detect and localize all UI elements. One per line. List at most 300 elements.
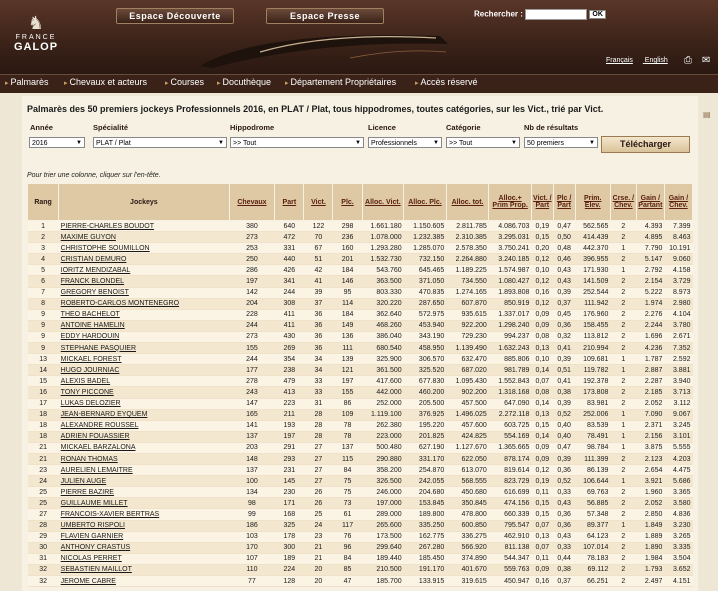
table-cell: 36: [304, 331, 333, 342]
table-body: [28, 221, 693, 587]
table-row: [28, 354, 693, 365]
table-row: [28, 376, 693, 387]
search-ok-button[interactable]: OK: [589, 10, 606, 19]
table-cell: 2.497: [636, 576, 664, 587]
table-cell: 299.640: [362, 542, 404, 553]
table-cell: 162.775: [404, 531, 447, 542]
jockey-name-link[interactable]: ALEXIS BADEL: [59, 376, 229, 387]
table-cell: 238: [275, 365, 304, 376]
table-cell: 146: [333, 276, 362, 287]
col-header-plc[interactable]: Plc.: [333, 184, 362, 221]
table-cell: 0,14: [531, 431, 553, 442]
table-cell: 0,10: [531, 354, 553, 365]
table-cell: 306.570: [404, 354, 447, 365]
table-row: [28, 442, 693, 453]
table-cell: 61: [333, 509, 362, 520]
table-cell: 2: [610, 254, 636, 265]
table-cell: 424.825: [446, 431, 489, 442]
table-cell: 462.910: [489, 531, 532, 542]
table-cell: 110: [229, 564, 275, 575]
table-cell: 803.330: [362, 287, 404, 298]
table-cell: 734.550: [446, 276, 489, 287]
mail-icon[interactable]: ✉: [702, 55, 711, 66]
table-cell: 1.552.843: [489, 376, 532, 387]
table-row: [28, 343, 693, 354]
table-cell: 197: [275, 431, 304, 442]
palmares-table: [27, 183, 693, 587]
table-cell: 0,38: [553, 387, 575, 398]
table-cell: 33: [304, 376, 333, 387]
jockey-name-link[interactable]: GREGORY BENOIST: [59, 287, 229, 298]
table-cell: 2: [610, 509, 636, 520]
table-cell: 2: [610, 387, 636, 398]
table-cell: 100: [229, 476, 275, 487]
table-cell: 0,33: [553, 542, 575, 553]
table-cell: 41: [304, 276, 333, 287]
table-cell: 386.040: [362, 331, 404, 342]
jockey-name-link[interactable]: ADRIEN FOUASSIER: [59, 431, 229, 442]
col-header-plc-part[interactable]: Plc / Part: [553, 184, 575, 221]
table-cell: 21: [28, 453, 59, 464]
jockey-name-link[interactable]: JULIEN AUGE: [59, 476, 229, 487]
table-cell: 273: [229, 232, 275, 243]
table-cell: 1.095.430: [446, 376, 489, 387]
table-cell: 3.265: [664, 531, 692, 542]
table-cell: 616.699: [489, 487, 532, 498]
dropdown-arrow-icon: ▼: [218, 140, 224, 146]
table-cell: 109: [333, 409, 362, 420]
table-cell: 645.465: [404, 265, 447, 276]
table-cell: 5.555: [664, 442, 692, 453]
table-cell: 25: [28, 487, 59, 498]
jockey-name-link[interactable]: PIERRE BAZIRE: [59, 487, 229, 498]
table-cell: 31: [28, 553, 59, 564]
col-header-chevaux[interactable]: Chevaux: [229, 184, 275, 221]
table-cell: 2: [610, 398, 636, 409]
table-cell: 729.230: [446, 331, 489, 342]
table-cell: 111.399: [575, 453, 610, 464]
table-cell: 358.200: [362, 465, 404, 476]
table-cell: 1: [610, 520, 636, 531]
table-cell: 2.276: [636, 309, 664, 320]
table-cell: 0,36: [553, 509, 575, 520]
jockey-name-link[interactable]: RONAN THOMAS: [59, 453, 229, 464]
table-cell: 2.671: [664, 331, 692, 342]
table-cell: 374.890: [446, 553, 489, 564]
table-cell: 0,16: [531, 287, 553, 298]
table-cell: 3.504: [664, 553, 692, 564]
menu-item-chevaux[interactable]: ▸ Chevaux et acteurs: [64, 77, 148, 87]
jockey-name-link[interactable]: ANTHONY CRASTUS: [59, 542, 229, 553]
jockey-name-link[interactable]: MICKAEL FOREST: [59, 354, 229, 365]
table-cell: 2.264.880: [446, 254, 489, 265]
table-cell: 192.378: [575, 376, 610, 387]
jockey-name-link[interactable]: IORITZ MENDIZABAL: [59, 265, 229, 276]
col-header-vict[interactable]: Vict.: [304, 184, 333, 221]
jockey-name-link[interactable]: TONY PICCONE: [59, 387, 229, 398]
table-row: [28, 298, 693, 309]
table-cell: 458.950: [404, 343, 447, 354]
table-cell: 0,36: [553, 520, 575, 531]
jockey-name-link[interactable]: CHRISTOPHE SOUMILLON: [59, 243, 229, 254]
table-row: [28, 243, 693, 254]
table-cell: 1.787: [636, 354, 664, 365]
jockey-name-link[interactable]: ALEXANDRE ROUSSEL: [59, 420, 229, 431]
table-cell: 376.925: [404, 409, 447, 420]
table-cell: 3.729: [664, 276, 692, 287]
table-cell: 543.760: [362, 265, 404, 276]
table-cell: 430: [275, 331, 304, 342]
table-cell: 3.240.185: [489, 254, 532, 265]
table-cell: 0,16: [531, 576, 553, 587]
table-cell: 137: [333, 442, 362, 453]
table-cell: 27: [304, 465, 333, 476]
menu-item-palmares[interactable]: ▸ Palmarès: [5, 77, 49, 87]
table-cell: 228: [229, 309, 275, 320]
jockey-name-link[interactable]: PIERRE-CHARLES BOUDOT: [59, 221, 229, 232]
dropdown-arrow-icon: ▼: [76, 140, 82, 146]
table-cell: 37: [304, 298, 333, 309]
table-cell: 2: [610, 487, 636, 498]
jockey-name-link[interactable]: MICKAEL BARZALONA: [59, 442, 229, 453]
table-cell: 24: [28, 476, 59, 487]
site-header: [0, 0, 718, 74]
table-cell: 191.170: [404, 564, 447, 575]
table-cell: 78: [333, 431, 362, 442]
table-cell: 269: [275, 343, 304, 354]
table-cell: 0,13: [531, 531, 553, 542]
table-cell: 0,46: [553, 254, 575, 265]
table-cell: 1: [610, 265, 636, 276]
table-cell: 243: [229, 387, 275, 398]
table-cell: 457.600: [446, 420, 489, 431]
table-cell: 460.200: [404, 387, 447, 398]
table-cell: 2: [610, 232, 636, 243]
table-cell: 823.729: [489, 476, 532, 487]
table-cell: 254.870: [404, 465, 447, 476]
search-label: Rechercher :: [474, 9, 523, 19]
categorie-select[interactable]: >> Tout ▼: [446, 137, 520, 148]
table-cell: 27: [304, 442, 333, 453]
table-cell: 0,38: [553, 564, 575, 575]
table-cell: 25: [28, 498, 59, 509]
table-cell: 4.475: [664, 465, 692, 476]
table-cell: 2.850: [636, 509, 664, 520]
table-cell: 98.784: [575, 442, 610, 453]
france-galop-logo[interactable]: ♞ FRANCE GALOP: [13, 13, 59, 53]
menu-item-proprietaires[interactable]: ▸ Département Propriétaires: [285, 77, 397, 87]
table-cell: 7: [28, 287, 59, 298]
table-cell: 4.203: [664, 453, 692, 464]
lang-fr-link[interactable]: Français: [606, 57, 633, 64]
jockey-name-link[interactable]: THEO BACHELOT: [59, 309, 229, 320]
table-cell: 0,40: [553, 431, 575, 442]
table-cell: 2: [610, 287, 636, 298]
table-cell: 27: [28, 509, 59, 520]
annee-label: Année: [30, 123, 53, 132]
table-cell: 29: [28, 531, 59, 542]
table-cell: 0,45: [553, 309, 575, 320]
download-button[interactable]: Télécharger: [601, 136, 690, 153]
table-cell: 2.654: [636, 465, 664, 476]
table-cell: 9: [28, 343, 59, 354]
table-cell: 0,32: [553, 331, 575, 342]
table-cell: 401.670: [446, 564, 489, 575]
table-cell: 1.574.987: [489, 265, 532, 276]
palmares-content: [22, 96, 698, 591]
table-cell: 1: [610, 365, 636, 376]
table-cell: 2.980: [664, 298, 692, 309]
table-cell: 119.782: [575, 365, 610, 376]
table-cell: 1.532.730: [362, 254, 404, 265]
table-cell: 189: [275, 553, 304, 564]
menu-item-courses[interactable]: ▸ Courses: [165, 77, 205, 87]
jockey-name-link[interactable]: AURELIEN LEMAITRE: [59, 465, 229, 476]
table-cell: 413: [275, 387, 304, 398]
table-cell: 244: [275, 287, 304, 298]
table-cell: 176.960: [575, 309, 610, 320]
table-cell: 1.793: [636, 564, 664, 575]
col-header-vict-part[interactable]: Vict. / Part: [531, 184, 553, 221]
table-cell: 278: [229, 376, 275, 387]
table-cell: 4.393: [636, 221, 664, 232]
table-cell: 0,47: [553, 442, 575, 453]
table-cell: 478.800: [446, 509, 489, 520]
table-cell: 2: [610, 320, 636, 331]
table-cell: 994.237: [489, 331, 532, 342]
table-cell: 981.789: [489, 365, 532, 376]
table-cell: 2.887: [636, 365, 664, 376]
hippodrome-select[interactable]: >> Tout ▼: [230, 137, 364, 148]
col-header-crse-chev[interactable]: Crse. / Chev.: [610, 184, 636, 221]
table-cell: 572.975: [404, 309, 447, 320]
table-cell: 197: [229, 276, 275, 287]
table-cell: 173.500: [362, 531, 404, 542]
table-cell: 122: [304, 221, 333, 232]
language-links: [606, 57, 678, 64]
table-cell: 1.285.070: [404, 243, 447, 254]
espace-presse-button[interactable]: Espace Presse: [266, 8, 384, 24]
page-title: Palmarès des 50 premiers jockeys Professionnels 2016, en PLAT / Plat, tous hippodromes, toutes catégories, sur les Vict., trié par Vict.: [27, 104, 604, 114]
table-cell: 137: [229, 431, 275, 442]
table-cell: 885.806: [489, 354, 532, 365]
table-cell: 5.686: [664, 476, 692, 487]
table-cell: 211: [275, 409, 304, 420]
table-cell: 2.371: [636, 420, 664, 431]
table-cell: 811.138: [489, 542, 532, 553]
table-cell: 343.190: [404, 331, 447, 342]
table-cell: 193: [275, 420, 304, 431]
jockey-name-link[interactable]: FRANCOIS-XAVIER BERTRAS: [59, 509, 229, 520]
table-cell: 468.260: [362, 320, 404, 331]
table-cell: 178: [275, 531, 304, 542]
specialite-select[interactable]: PLAT / Plat ▼: [93, 137, 227, 148]
jockey-name-link[interactable]: EDDY HARDOUIN: [59, 331, 229, 342]
table-cell: 0,13: [531, 343, 553, 354]
table-cell: 2: [610, 276, 636, 287]
table-header-row: [28, 184, 693, 221]
col-header-alloc-vict[interactable]: Alloc. Vict.: [362, 184, 404, 221]
table-cell: 1.232.385: [404, 232, 447, 243]
table-cell: 18: [28, 420, 59, 431]
jockey-name-link[interactable]: MAXIME GUYON: [59, 232, 229, 243]
riding-crop-decoration: [200, 22, 450, 68]
menu-item-docutheque[interactable]: ▸ Docuthèque: [217, 77, 272, 87]
table-cell: 13: [28, 354, 59, 365]
table-cell: 2.310.385: [446, 232, 489, 243]
col-header-jockeys: Jockeys: [59, 184, 229, 221]
jockey-name-link[interactable]: CRISTIAN DEMURO: [59, 254, 229, 265]
table-cell: 0,09: [531, 564, 553, 575]
horse-logo-icon: ♞: [27, 13, 45, 33]
jockey-name-link[interactable]: JEAN-BERNARD EYQUEM: [59, 409, 229, 420]
jockey-name-link[interactable]: STEPHANE PASQUIER: [59, 343, 229, 354]
table-cell: 34: [304, 365, 333, 376]
table-cell: 0,09: [531, 442, 553, 453]
print-icon[interactable]: ⎙: [684, 55, 692, 66]
hippodrome-label: Hippodrome: [230, 123, 275, 132]
table-cell: 0,33: [553, 487, 575, 498]
table-cell: 201.825: [404, 431, 447, 442]
table-cell: 16: [28, 387, 59, 398]
table-cell: 252.000: [362, 398, 404, 409]
table-cell: 98: [229, 498, 275, 509]
table-cell: 14: [28, 365, 59, 376]
jockey-name-link[interactable]: LUKAS DELOZIER: [59, 398, 229, 409]
table-cell: 4.158: [664, 265, 692, 276]
jockey-name-link[interactable]: UMBERTO RISPOLI: [59, 520, 229, 531]
table-row: [28, 276, 693, 287]
licence-select[interactable]: Professionnels ▼: [368, 137, 442, 148]
table-cell: 1.849: [636, 520, 664, 531]
table-cell: 25: [304, 509, 333, 520]
menu-item-acces-reserve[interactable]: ▸ Accès réservé: [415, 77, 478, 87]
table-cell: 0,48: [553, 243, 575, 254]
table-cell: 75: [333, 476, 362, 487]
table-cell: 113.812: [575, 331, 610, 342]
table-row: [28, 465, 693, 476]
jockey-name-link[interactable]: SEBASTIEN MAILLOT: [59, 564, 229, 575]
jockey-name-link[interactable]: FLAVIEN GARNIER: [59, 531, 229, 542]
nb-resultats-select[interactable]: 50 premiers ▼: [524, 137, 598, 148]
table-cell: 231: [275, 465, 304, 476]
table-cell: 335.250: [404, 520, 447, 531]
scroll-up-icon[interactable]: ▤: [703, 110, 711, 119]
table-cell: 223.000: [362, 431, 404, 442]
table-cell: 0,11: [531, 553, 553, 564]
table-cell: 155: [333, 387, 362, 398]
table-cell: 3.875: [636, 442, 664, 453]
table-cell: 0,37: [553, 576, 575, 587]
jockey-name-link[interactable]: FRANCK BLONDEL: [59, 276, 229, 287]
table-cell: 4.151: [664, 576, 692, 587]
table-cell: 350.845: [446, 498, 489, 509]
table-cell: 31: [304, 398, 333, 409]
table-cell: 325.520: [404, 365, 447, 376]
table-cell: 5.147: [636, 254, 664, 265]
table-cell: 1.365.665: [489, 442, 532, 453]
jockey-name-link[interactable]: ROBERTO-CARLOS MONTENEGRO: [59, 298, 229, 309]
table-cell: 1: [610, 243, 636, 254]
table-cell: 2: [610, 542, 636, 553]
table-cell: 42: [304, 265, 333, 276]
table-cell: 21: [304, 553, 333, 564]
table-cell: 195.220: [404, 420, 447, 431]
lang-en-link[interactable]: English: [644, 57, 668, 64]
table-cell: 607.870: [446, 298, 489, 309]
jockey-name-link[interactable]: JEROME CABRE: [59, 576, 229, 587]
table-cell: 1.974: [636, 298, 664, 309]
table-cell: 0,20: [531, 243, 553, 254]
table-cell: 18: [28, 409, 59, 420]
search-input[interactable]: [525, 9, 587, 20]
table-cell: 325: [275, 520, 304, 531]
table-cell: 1: [610, 420, 636, 431]
table-cell: 1.189.225: [446, 265, 489, 276]
table-cell: 0,37: [553, 298, 575, 309]
table-cell: 145: [275, 476, 304, 487]
table-cell: 3.101: [664, 431, 692, 442]
table-cell: 77: [229, 576, 275, 587]
table-cell: 677.830: [404, 376, 447, 387]
table-cell: 210.994: [575, 343, 610, 354]
main-menu: [0, 74, 718, 93]
table-cell: 2.272.118: [489, 409, 532, 420]
col-header-alloc-plc[interactable]: Alloc. Plc.: [404, 184, 447, 221]
table-cell: 0,08: [531, 331, 553, 342]
col-header-alloc-prim-prop[interactable]: Alloc.+ Prim Prop.: [489, 184, 532, 221]
table-cell: 3.112: [664, 398, 692, 409]
table-cell: 647.090: [489, 398, 532, 409]
table-cell: 27: [304, 476, 333, 487]
table-cell: 165: [229, 409, 275, 420]
table-cell: 158.455: [575, 320, 610, 331]
table-cell: 308: [275, 298, 304, 309]
table-cell: 9.067: [664, 409, 692, 420]
table-row: [28, 487, 693, 498]
table-cell: 442.370: [575, 243, 610, 254]
jockey-name-link[interactable]: NICOLAS PERRET: [59, 553, 229, 564]
table-cell: 0,15: [531, 498, 553, 509]
table-cell: 341: [275, 276, 304, 287]
table-cell: 253: [229, 243, 275, 254]
table-cell: 1.078.000: [362, 232, 404, 243]
menu-arrow-icon: ▸: [217, 80, 221, 87]
table-cell: 680.540: [362, 343, 404, 354]
annee-select[interactable]: 2016 ▼: [29, 137, 85, 148]
jockey-name-link[interactable]: HUGO JOURNIAC: [59, 365, 229, 376]
table-cell: 0,47: [553, 221, 575, 232]
col-header-gain-chev[interactable]: Gain / Chev.: [664, 184, 692, 221]
espace-decouverte-button[interactable]: Espace Découverte: [116, 8, 234, 24]
jockey-name-link[interactable]: GUILLAUME MILLET: [59, 498, 229, 509]
table-cell: 28: [304, 409, 333, 420]
table-cell: 15: [28, 376, 59, 387]
table-cell: 1: [610, 431, 636, 442]
col-header-part[interactable]: Part: [275, 184, 304, 221]
jockey-name-link[interactable]: ANTOINE HAMELIN: [59, 320, 229, 331]
col-header-alloc-tot[interactable]: Alloc. tot.: [446, 184, 489, 221]
table-cell: 2: [610, 564, 636, 575]
table-cell: 732.150: [404, 254, 447, 265]
table-cell: 3.335: [664, 542, 692, 553]
table-cell: 440: [275, 254, 304, 265]
table-cell: 7.790: [636, 243, 664, 254]
table-cell: 262.380: [362, 420, 404, 431]
col-header-prim-elev[interactable]: Prim. Elev.: [575, 184, 610, 221]
table-cell: 70: [304, 232, 333, 243]
col-header-gain-partant[interactable]: Gain / Partant: [636, 184, 664, 221]
